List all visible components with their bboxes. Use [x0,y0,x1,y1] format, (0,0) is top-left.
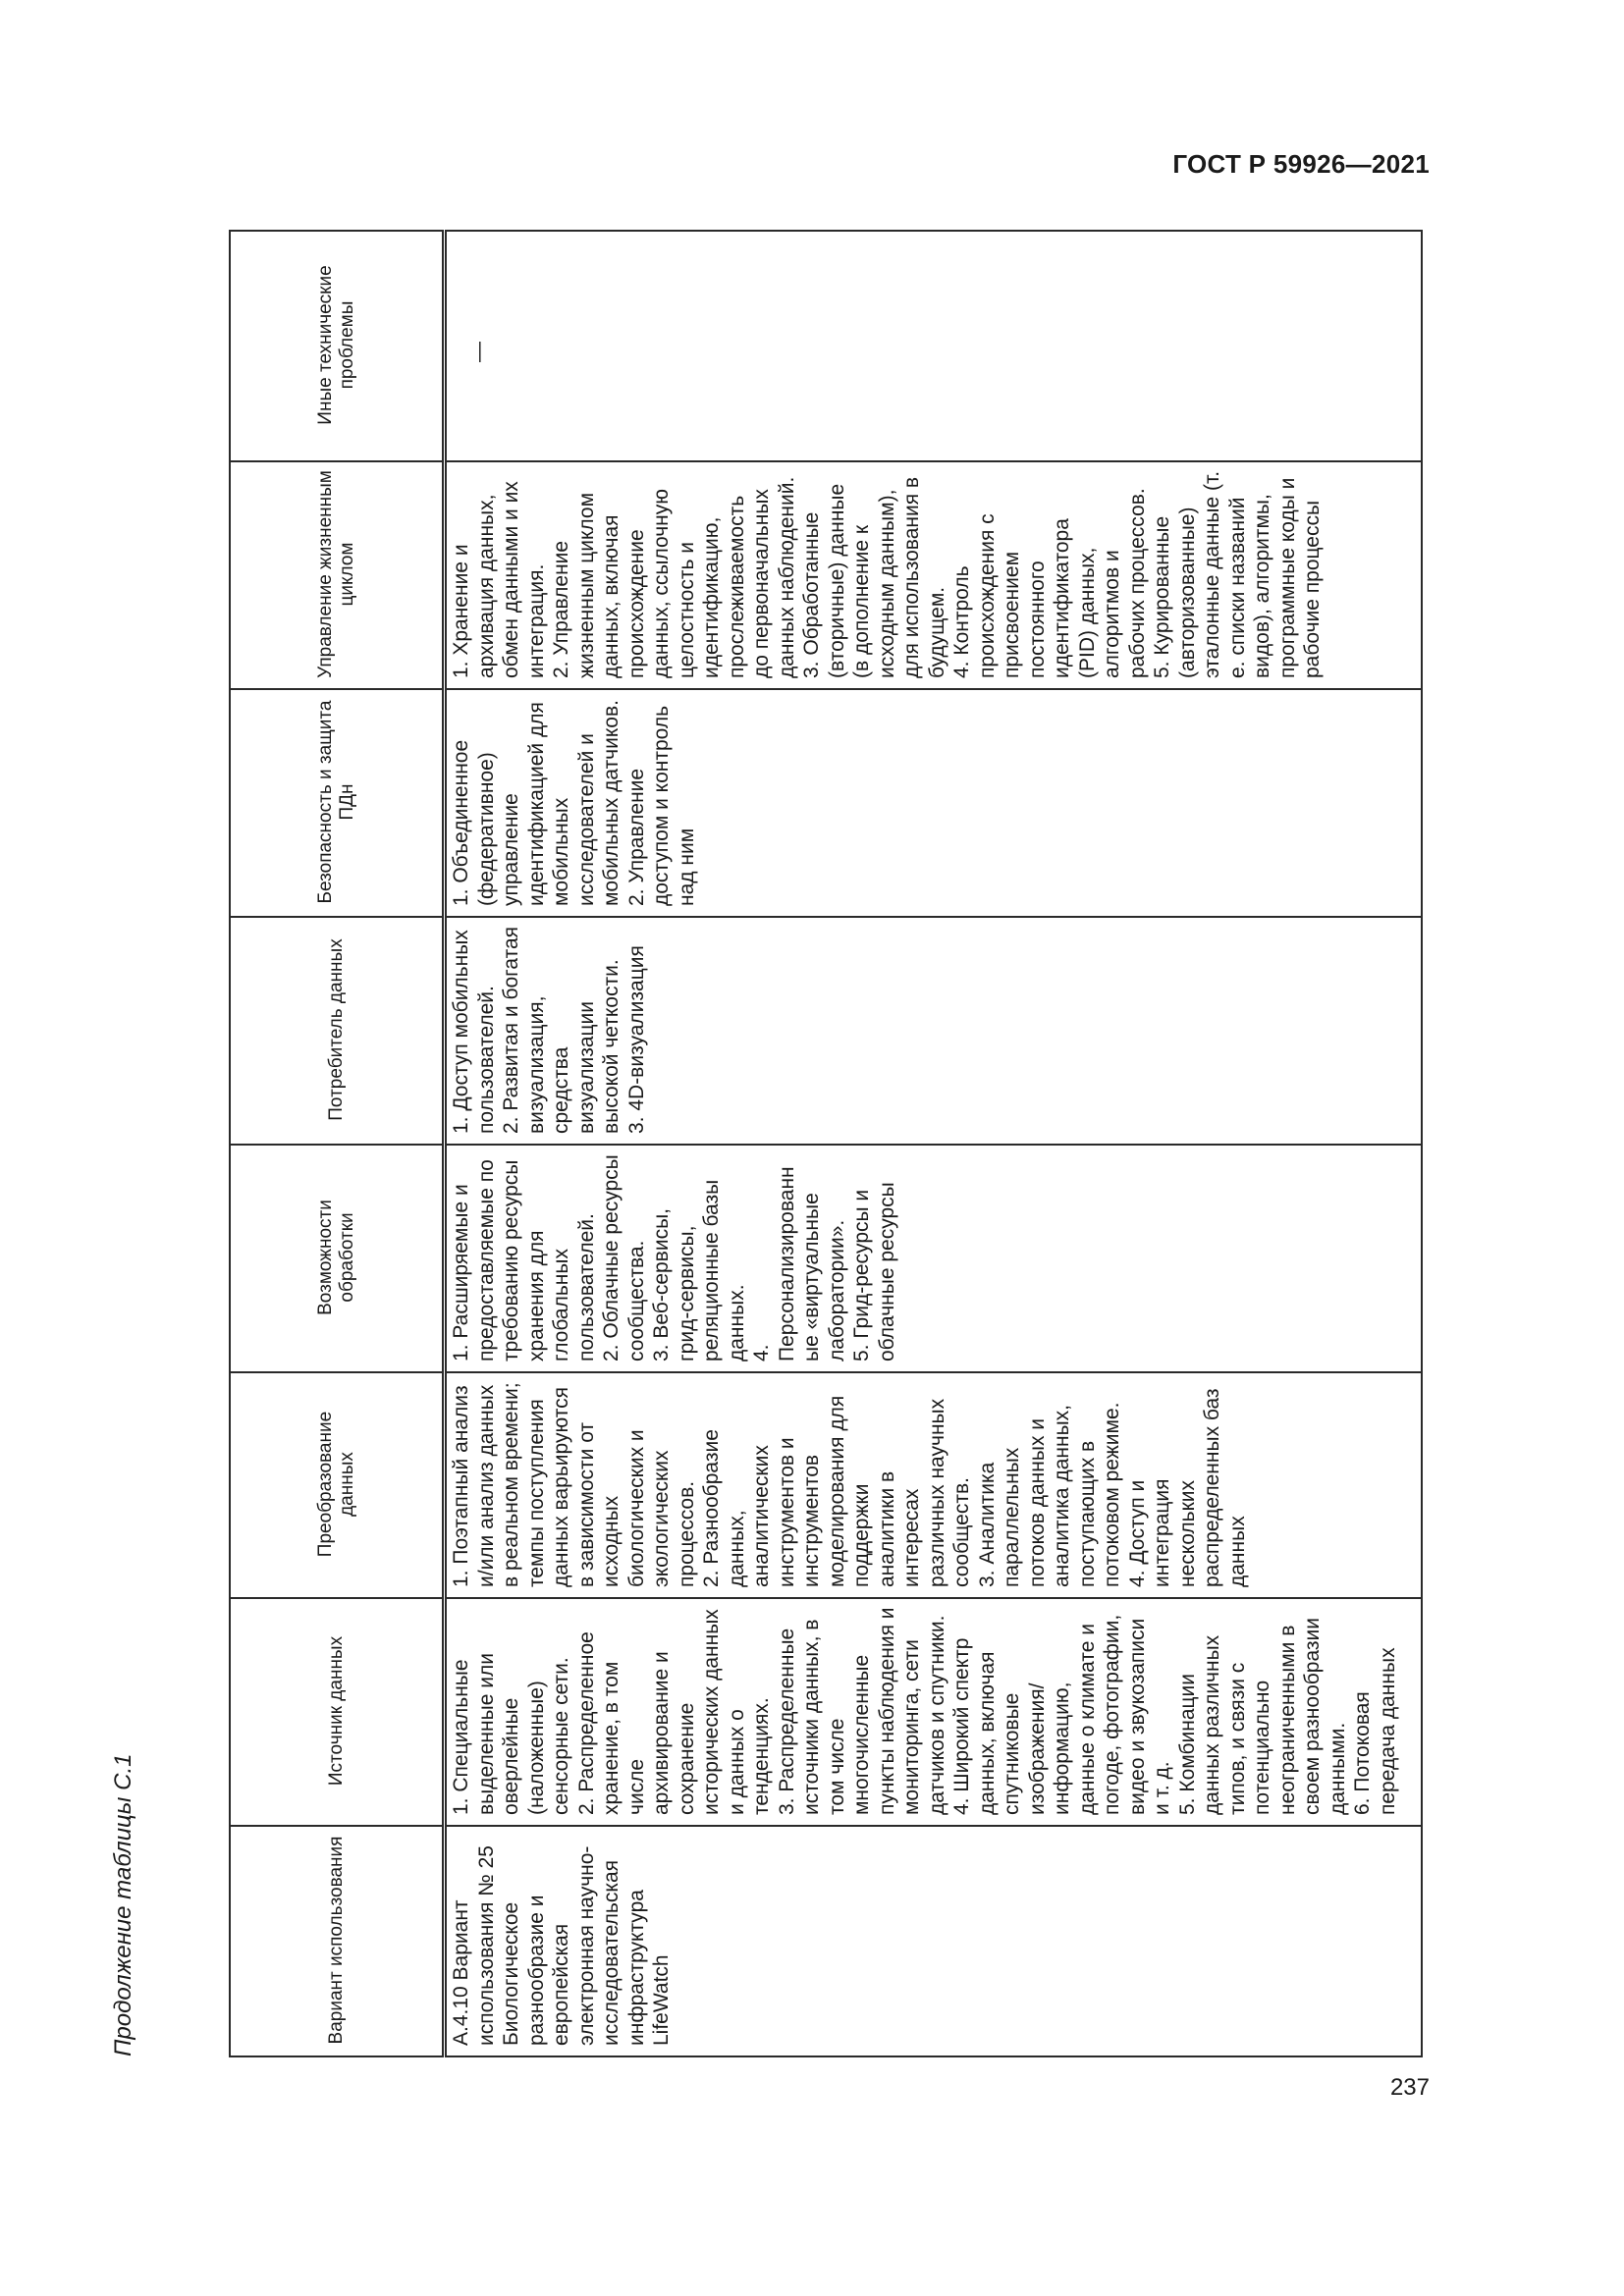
list-item: 1. Объединенное (федеративное) управление идентификацией для мобильных исследователей и мобильных датчиков. [450,696,623,906]
cell-lifecycle [445,461,1423,689]
list-item: 4. Персонализированные «виртуальные лаборатории». [750,1166,848,1362]
cell-data-transformation [445,1372,1423,1598]
cell-security [445,689,1423,917]
requirements-table [229,230,1423,2057]
cell-processing [445,1145,1423,1372]
list-item: 5. Комбинации данных различных типов, и связи с потенциально неограниченными в своем разнообразии данными. [1175,1612,1349,1815]
document-code: ГОСТ Р 59926—2021 [1172,149,1430,179]
list-item: 2. Управление доступом и контроль над ним [624,700,698,906]
list-item: 2. Распределенное хранение, в том числе архивирование и сохранение исторических данных и данных о тенденциях. [574,1603,773,1815]
list-item: 5. Грид-ресурсы и облачные ресурсы [850,1182,898,1362]
col-header-data-transformation: Преобразование данных [230,1372,445,1598]
list-item: 3. Веб-сервисы, грид-сервисы, реляционные базы данных. [650,1173,748,1362]
dash-text: — [467,342,490,362]
list-item: 3. Аналитика параллельных потоков данных и аналитика данных, поступающих в потоковом режиме. [975,1399,1123,1587]
table-header-row [230,231,445,2056]
list-item: 2. Облачные ресурсы сообщества. [600,1148,648,1362]
list-item: 3. 4D-визуализация [624,945,648,1134]
col-header-processing: Возможности обработки [230,1145,445,1372]
cell-consumer [445,917,1423,1145]
list-item: 5. Курированные (авторизованные) эталонные данные (т. е. списки названий видов), алгоритмы, программные коды и рабочие процессы [1151,465,1324,678]
list-item: 4. Доступ и интеграция нескольких распределенных баз данных [1125,1382,1249,1587]
cell-use-case [445,1826,1423,2056]
col-header-security: Безопасность и защита ПДн [230,689,445,917]
list-item: 1. Поэтапный анализ и/или анализ данных в реальном времени; темпы поступления данных варьируются в зависимости от исходных биологических и экологических процессов. [450,1376,698,1587]
col-header-other: Иные технические проблемы [230,231,445,461]
col-header-consumer: Потребитель данных [230,917,445,1145]
list-item: 2. Разнообразие данных, аналитических инструментов и инструментов моделирования для поддержки аналитики в интересах различных научных сообществ. [700,1389,973,1587]
col-header-data-source: Источник данных [230,1598,445,1826]
table-row [445,231,1423,2056]
use-case-text: А.4.10 Вариант использования № 25 Биологическое разнообразие и европейская электронная научно-исследовательская инфраструктура LifeWatch [450,1840,673,2046]
list-item: 1. Доступ мобильных пользователей. [450,924,498,1134]
col-header-lifecycle: Управление жизненным циклом [230,461,445,689]
list-item: 4. Контроль происхождения с присвоением постоянного идентификатора (PID) данных, алгоритмов и рабочих процессов. [950,488,1149,678]
list-item: 3. Распределенные источники данных, в том числе многочисленные пункты наблюдения и мониторинга, сети датчиков и спутники. [775,1601,948,1815]
list-item: 1. Расширяемые и предоставляемые по требованию ресурсы хранения для глобальных пользователей. [450,1153,598,1362]
list-item: 1. Специальные выделенные или оверлейные (наложенные) сенсорные сети. [450,1647,572,1815]
list-item: 2. Развитая и богатая визуализация, средства визуализации высокой четкости. [500,921,623,1134]
cell-other [445,231,1423,461]
table-caption: Продолжение таблицы С.1 [110,1753,136,2056]
page-number: 237 [1389,2074,1430,2101]
col-header-use-case: Вариант использования [230,1826,445,2056]
list-item: 4. Широкий спектр данных, включая спутниковые изображения/информацию, данные о климате и погоде, фотографии, видео и звукозаписи и т. д. [950,1608,1173,1815]
cell-data-source [445,1598,1423,1826]
list-item: 3. Обработанные (вторичные) данные (в дополнение к исходным данным), для использования в будущем. [800,471,948,678]
list-item: 6. Потоковая передача данных [1351,1647,1399,1815]
rotated-table-wrapper [229,232,1423,2057]
list-item: 1. Хранение и архивация данных, обмен данными и их интеграция. [450,475,548,678]
list-item: 2. Управление жизненным циклом данных, включая происхождение данных, ссылочную целостность и идентификацию, прослеживаемость до первоначальных данных наблюдений. [550,476,798,678]
